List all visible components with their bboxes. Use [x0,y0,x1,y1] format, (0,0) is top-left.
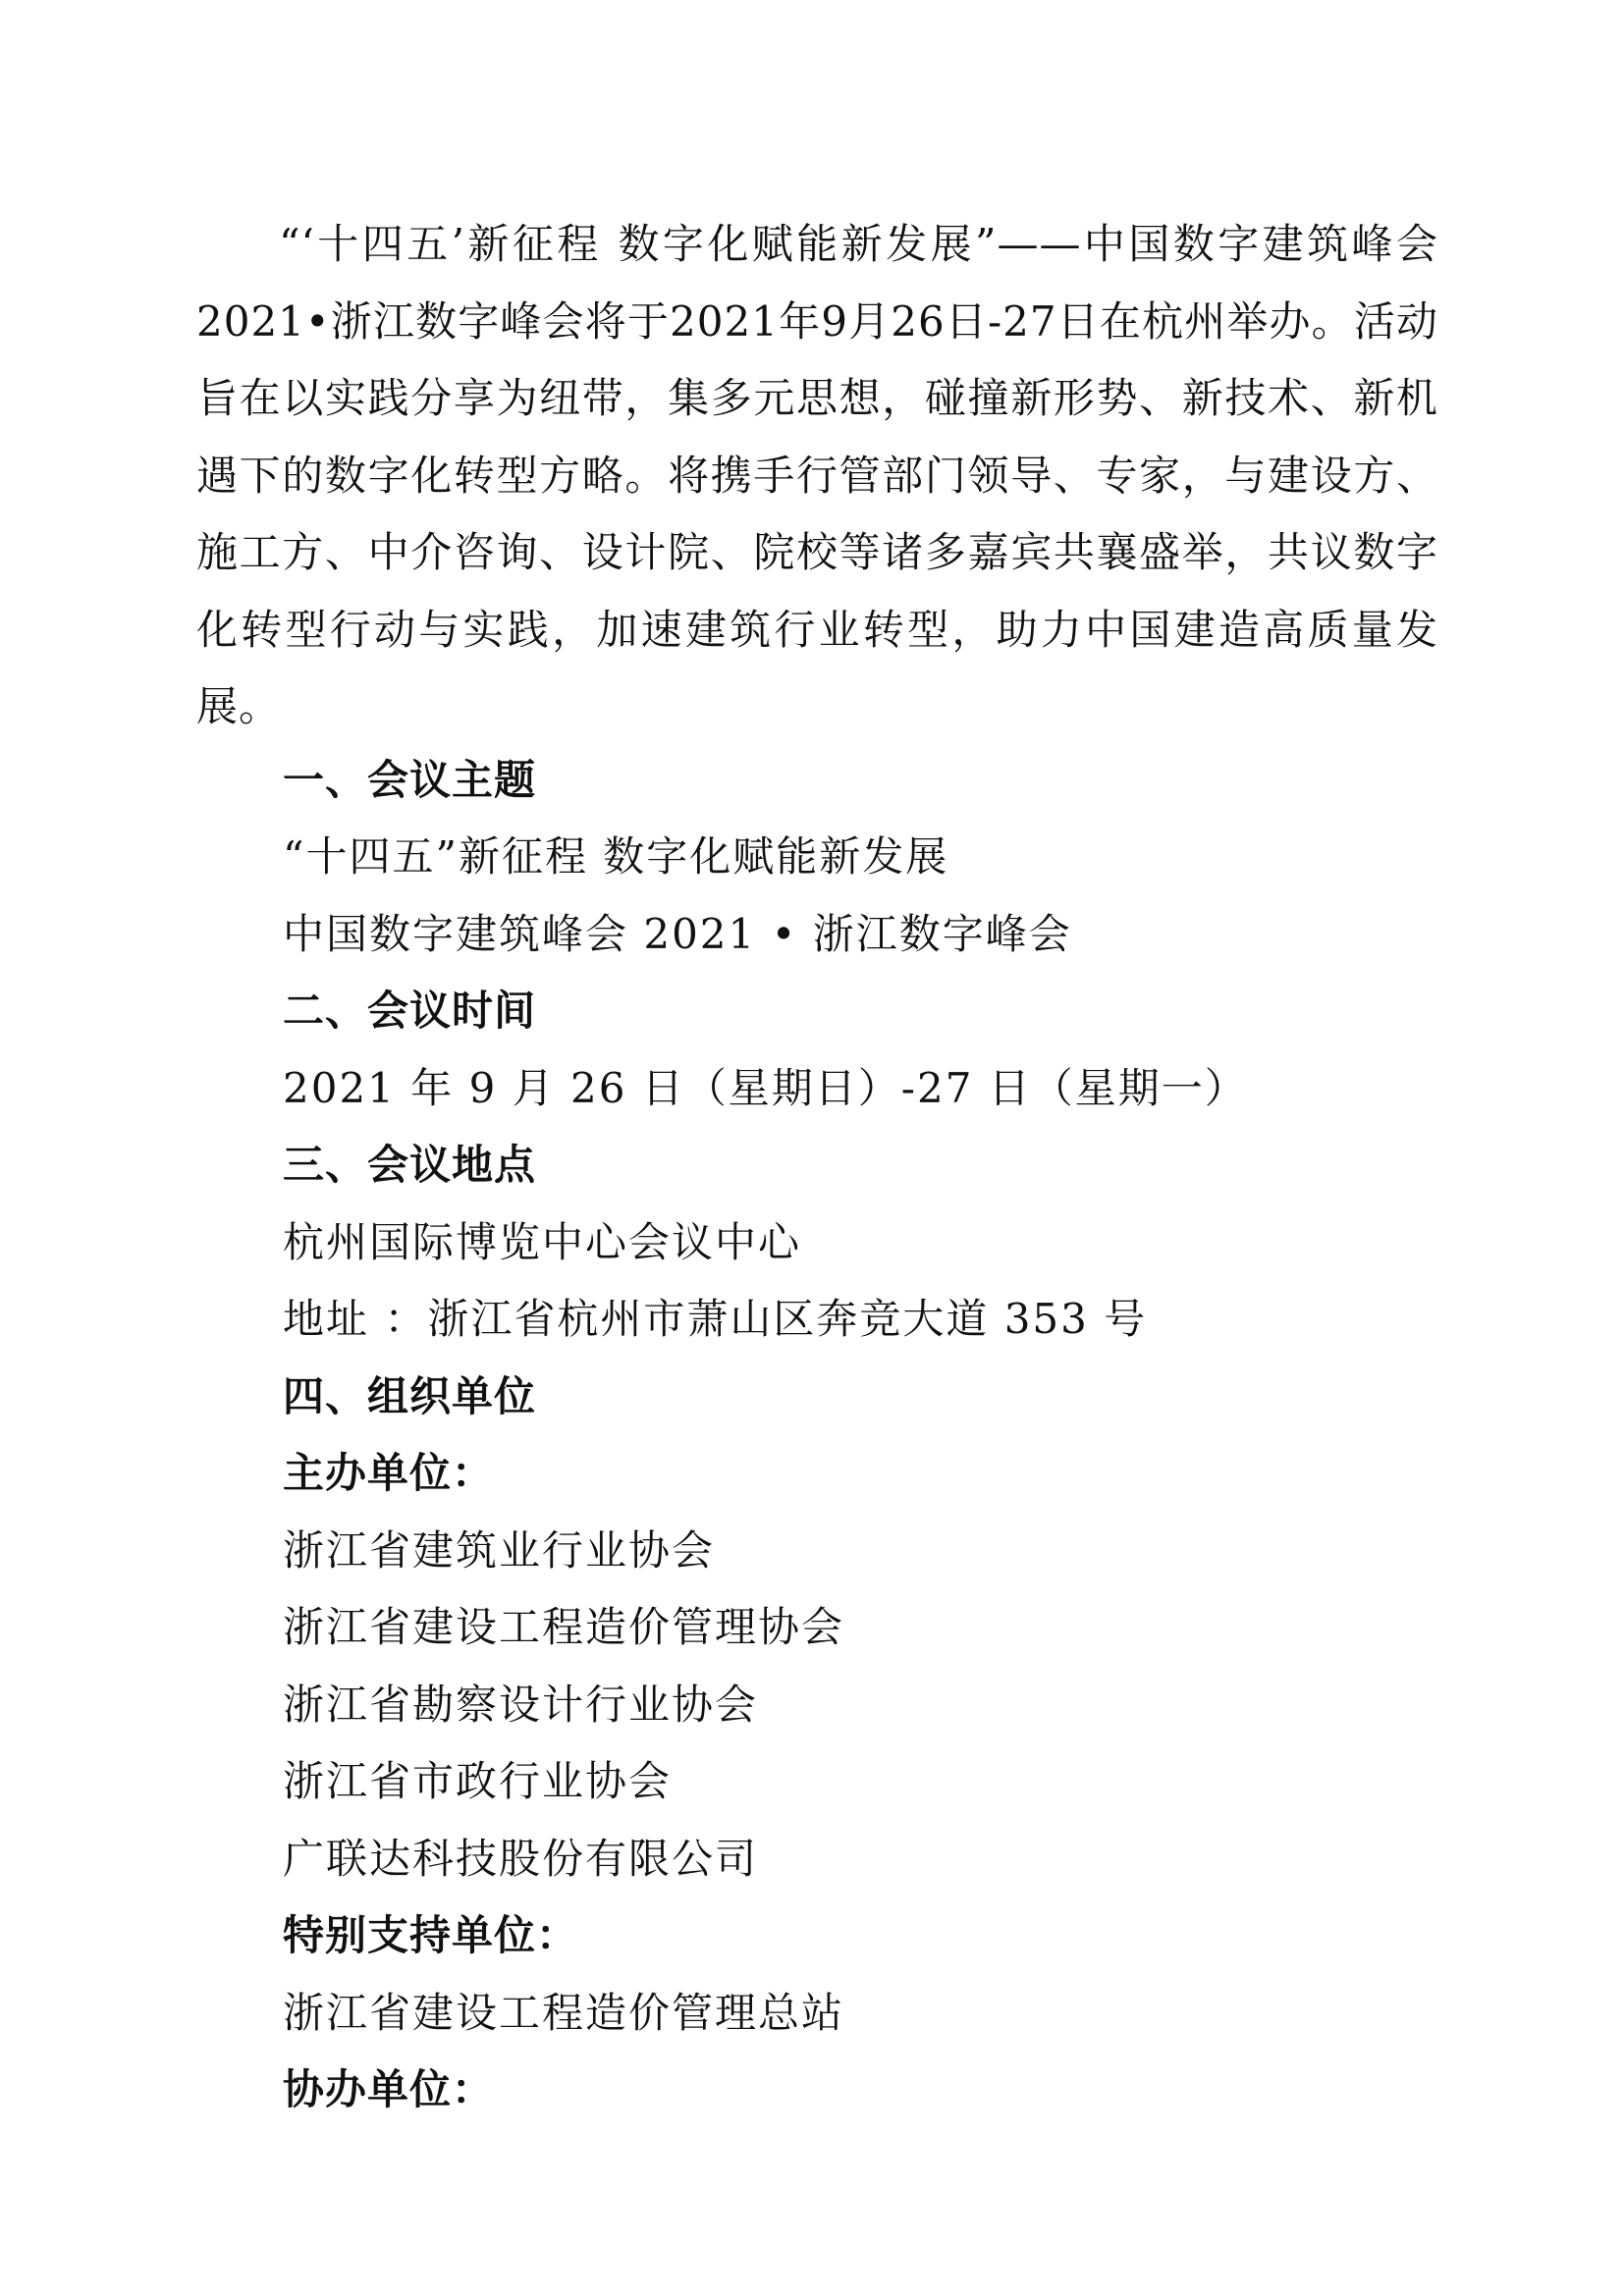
venue-line: 杭州国际博览中心会议中心 [283,1218,802,1266]
host-item: 浙江省勘察设计行业协会 [283,1681,759,1729]
theme-line: “十四五”新征程 数字化赋能新发展 [283,832,949,881]
special-support-label: 特别支持单位： [283,1911,579,1959]
summit-name-line: 中国数字建筑峰会 2021 • 浙江数字峰会 [283,910,1072,958]
section-heading-location: 三、会议地点 [283,1141,537,1189]
section-heading-organizers: 四、组织单位 [283,1372,537,1420]
host-item: 广联达科技股份有限公司 [283,1835,759,1883]
address-line: 地址 ：浙江省杭州市萧山区奔竞大道 353 号 [283,1295,1148,1343]
co-organizer-label: 协办单位： [283,2065,495,2113]
intro-paragraph: “‘十四五’新征程 数字化赋能新发展”——中国数字建筑峰会2021•浙江数字峰会将于2021年9月26日-27日在杭州举办。活动旨在以实践分享为纽带，集多元思想，碰撞新形势、新技术、新机遇下的数字化转型方略。将携手行管部门领导、专家，与建设方、施工方、中介咨询、设计院、院校等诸多嘉宾共襄盛举，共议数字化转型行动与实践，加速建筑行业转型，助力中国建造高质量发展。 [196,220,1438,730]
special-support-item: 浙江省建设工程造价管理总站 [283,1989,845,2037]
host-item: 浙江省建筑业行业协会 [283,1526,716,1575]
host-item: 浙江省市政行业协会 [283,1757,673,1805]
host-item: 浙江省建设工程造价管理协会 [283,1603,845,1651]
section-heading-time: 二、会议时间 [283,987,537,1035]
section-heading-theme: 一、会议主题 [283,756,537,804]
meeting-date-line: 2021 年 9 月 26 日（星期日）-27 日（星期一） [283,1064,1248,1112]
host-label: 主办单位： [283,1449,495,1497]
